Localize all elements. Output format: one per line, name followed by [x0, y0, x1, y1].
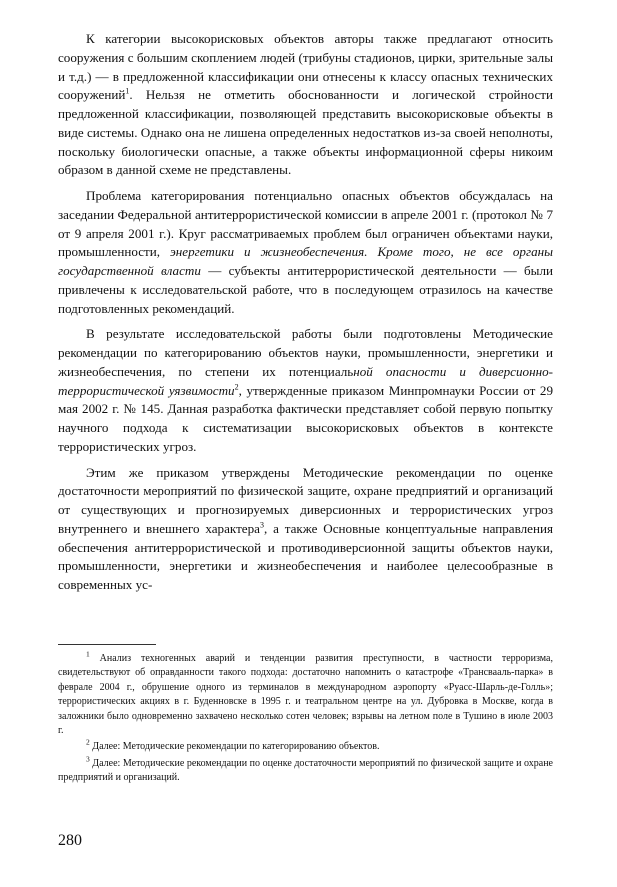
footnote-2-text: Далее: Методические рекомендации по категорированию объектов.	[89, 741, 380, 753]
footnote-3-number: 3	[86, 754, 90, 764]
paragraph-4-text: Этим же приказом утверждены Методические рекомендации по оценке достаточности мероприятий по физической защите, охране предприятий и организаций от существующих и прогнозируемых диверсионных и террористических угроз внутреннего и внешнего характера	[58, 464, 553, 536]
paragraph-3-rest: , утвержденные приказом Минпромнауки России от 29 мая 2002 г. № 145. Данная разработка фактически представляет собой первую попытку научного подхода к систематизации высокорисковых объектов в контексте террористических угроз.	[58, 382, 553, 454]
paragraph-3	[58, 325, 553, 456]
paragraph-1-rest: . Нельзя не отметить обоснованности и логической стройности предложенной классификации, позволяющей представить высокорисковые объекты в виде системы. Однако она не лишена определенных недостатков из-за своей неполноты, поскольку биологически опасные, а также объекты информационной сферы никоим образом в данной схеме не представлены.	[58, 87, 553, 178]
footnote-2	[58, 740, 553, 754]
footnote-3	[58, 754, 553, 786]
paragraph-1	[58, 30, 553, 180]
footnote-ref-3: 3	[259, 520, 264, 530]
footnote-ref-2: 2	[234, 382, 239, 392]
footnote-2-number: 2	[86, 738, 90, 748]
footnote-1	[58, 649, 553, 738]
book-page-body	[58, 30, 553, 595]
footnote-1-text: Анализ техногенных аварий и тенденции развития преступности, в частности терроризма, свидетельствуют об оправданности такого подхода: достаточно напомнить о катастрофе «Трансвааль-парка» в феврале 2004 г., обрушение одного из терминалов в международном аэропорту «Руасс-Шарль-де-Голль»; террористических акциях в г. Буденновске в 1995 г. и театральном центре на ул. Дубровка в Москве, когда в заложники было одновременно захвачено несколько сотен человек; взрывы на летном поле в Тушино в июле 2003 г.	[58, 653, 553, 737]
paragraph-3-italic: ной опасности и диверсионно-террористической уязвимости	[58, 363, 553, 398]
paragraph-2-rest: — субъекты антитеррористической деятельности — были привлечены к исследовательской работе, что в последующем отразилось на качестве подготовленных рекомендаций.	[58, 263, 554, 316]
footnote-3-text: Далее: Методические рекомендации по оценке достаточности мероприятий по физической защите и охране предприятий и организаций.	[58, 757, 553, 784]
footnote-1-number: 1	[86, 649, 90, 659]
paragraph-3-text: В результате исследовательской работы были подготовлены Методические рекомендации по категорированию объектов науки, промышленности, энергетики и жизнеобеспечения, по степени их потенциаль	[58, 326, 553, 379]
paragraph-2-italic: энергетики и жизнеобеспечения. Кроме того, не все органы государственной власти	[58, 244, 553, 278]
paragraph-2	[58, 187, 553, 318]
paragraph-1-text: К категории высокорисковых объектов авторы также предлагают относить сооружения с большим скоплением людей (трибуны стадионов, цирки, зрительные залы и т.д.) — в предложенной классификации они отнесены к классу опасных технических сооружений	[58, 31, 553, 103]
footnotes-section	[58, 649, 553, 786]
paragraph-2-text: Проблема категорирования потенциально опасных объектов обсуждалась на заседании Федеральной антитеррористической комиссии в апреле 2001 г. (протокол № 7 от 9 апреля 2001 г.). Круг рассматриваемых проблем был ограничен объектами науки, промышленности,	[58, 188, 553, 260]
paragraph-4-rest: , а также Основные концептуальные направления обеспечения антитеррористической и противодиверсионной защиты объектов науки, промышленности, энергетики и жизнеобеспечения и наиболее целесообразные в современных ус-	[58, 520, 553, 592]
footnote-ref-1: 1	[125, 86, 130, 96]
footnote-separator	[58, 644, 156, 645]
page-number: 280	[58, 832, 82, 849]
paragraph-4	[58, 464, 553, 595]
